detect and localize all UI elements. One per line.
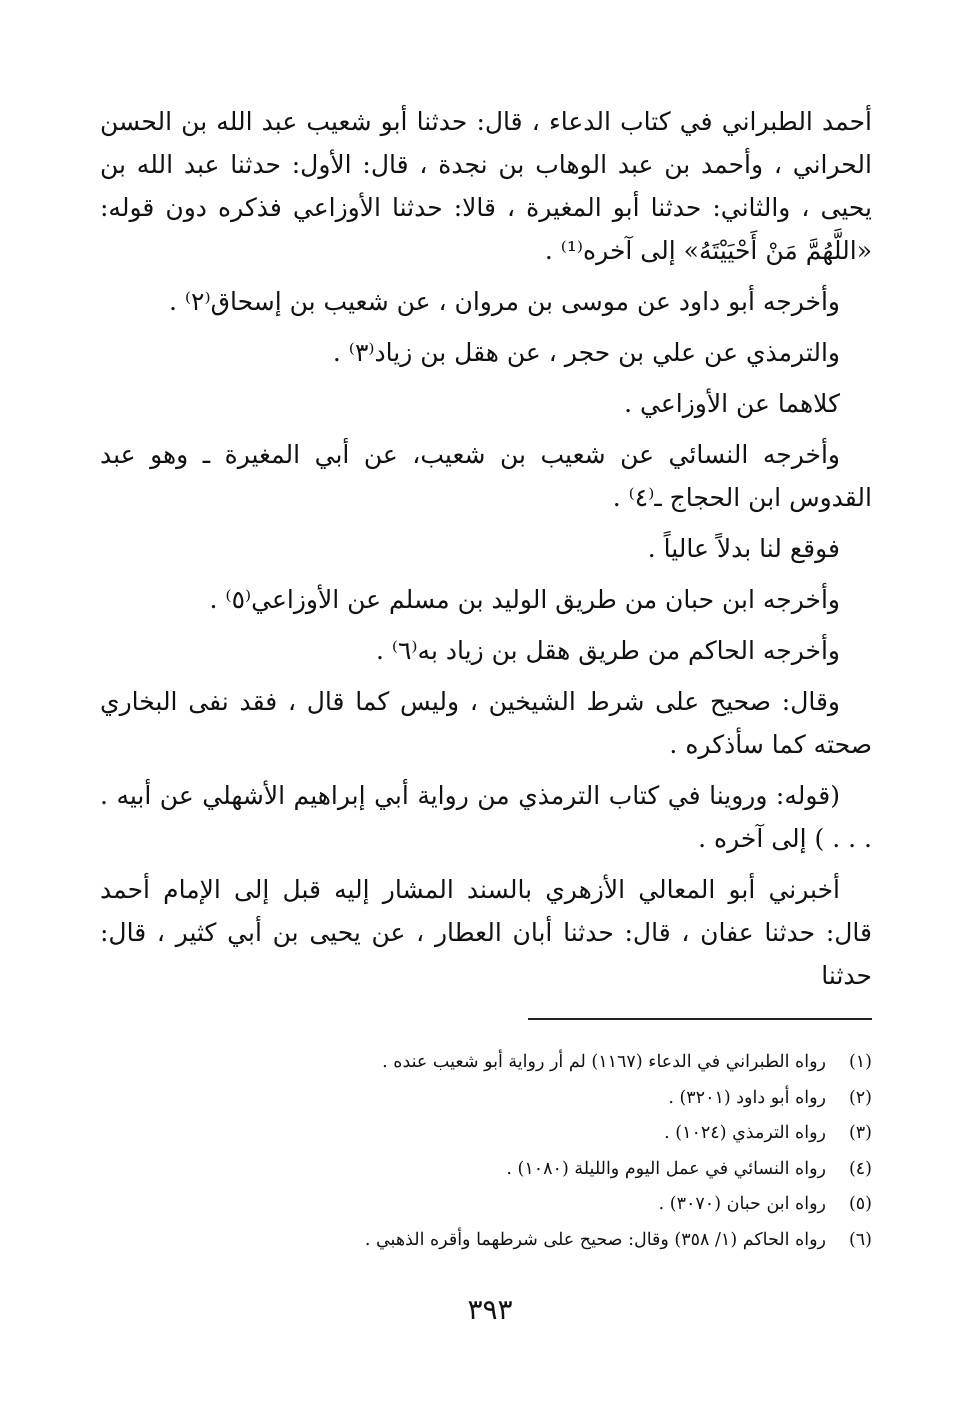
- footnote-number: (٣): [848, 1123, 872, 1143]
- footnote-text: رواه النسائي في عمل اليوم والليلة (١٠٨٠) .: [506, 1158, 826, 1179]
- footnote-text: رواه الترمذي (١٠٢٤) .: [664, 1123, 826, 1143]
- paragraph-11: أخبرني أبو المعالي الأزهري بالسند المشار إليه قبل إلى الإمام أحمد قال: حدثنا عفان ، قال: حدثنا أبان العطار ، عن يحيى بن أبي كثير ، قال: حدثنا: [100, 875, 872, 990]
- footnote-number: (١): [848, 1052, 872, 1072]
- footnote-5: [240, 1187, 872, 1223]
- footnote-1: [240, 1045, 872, 1081]
- paragraph-2: وأخرجه أبو داود عن موسى بن مروان ، عن شعيب بن إسحاق⁽٢⁾ .: [168, 287, 840, 316]
- footnote-number: (٤): [848, 1158, 872, 1179]
- paragraph-5: وأخرجه النسائي عن شعيب بن شعيب، عن أبي المغيرة ـ وهو عبد القدوس ابن الحجاج ـ⁽٤⁾ .: [100, 440, 872, 512]
- paragraph-10: (قوله: وروينا في كتاب الترمذي من رواية أبي إبراهيم الأشهلي عن أبيه . . . . ) إلى آخره .: [100, 781, 872, 853]
- footnote-text: رواه الطبراني في الدعاء (١١٦٧) لم أر رواية أبو شعيب عنده .: [382, 1052, 826, 1072]
- footnote-6: [240, 1223, 872, 1259]
- paragraph-1: أحمد الطبراني في كتاب الدعاء ، قال: حدثنا أبو شعيب عبد الله بن الحسن الحراني ، وأحمد بن عبد الوهاب بن نجدة ، قال: الأول: حدثنا عبد الله بن يحيى ، والثاني: حدثنا أبو المغيرة ، قالا: حدثنا الأوزاعي فذكره دون قوله: «اللَّهُمَّ مَنْ أَحْيَيْتَهُ» إلى آخره⁽¹⁾ .: [100, 107, 872, 265]
- footnote-separator: [528, 1018, 872, 1020]
- paragraph-7: وأخرجه ابن حبان من طريق الوليد بن مسلم عن الأوزاعي⁽٥⁾ .: [209, 585, 840, 614]
- footnote-2: [240, 1081, 872, 1117]
- footnote-text: رواه أبو داود (٣٢٠١) .: [668, 1087, 826, 1108]
- paragraph-6: فوقع لنا بدلاً عالياً .: [647, 534, 840, 563]
- paragraph-9: وقال: صحيح على شرط الشيخين ، وليس كما قال ، فقد نفى البخاري صحته كما سأذكره .: [100, 687, 872, 759]
- footnote-number: (٦): [848, 1229, 872, 1250]
- paragraph-3: والترمذي عن علي بن حجر ، عن هقل بن زياد⁽٣⁾ .: [332, 338, 840, 367]
- footnote-text: رواه الحاكم (١/ ٣٥٨) وقال: صحيح على شرطهما وأقره الذهبي .: [364, 1229, 826, 1250]
- footnote-number: (٢): [848, 1087, 872, 1108]
- main-text: [100, 100, 872, 1005]
- paragraph-8: وأخرجه الحاكم من طريق هقل بن زياد به⁽٦⁾ .: [375, 636, 840, 665]
- footnote-text: رواه ابن حبان (٣٠٧٠) .: [658, 1194, 826, 1214]
- footnote-3: [240, 1116, 872, 1152]
- footnote-number: (٥): [848, 1194, 872, 1214]
- footnotes: [240, 1045, 872, 1258]
- page-number: ٣٩٣: [467, 1293, 513, 1326]
- footnote-4: [240, 1152, 872, 1188]
- paragraph-4: كلاهما عن الأوزاعي .: [624, 389, 840, 418]
